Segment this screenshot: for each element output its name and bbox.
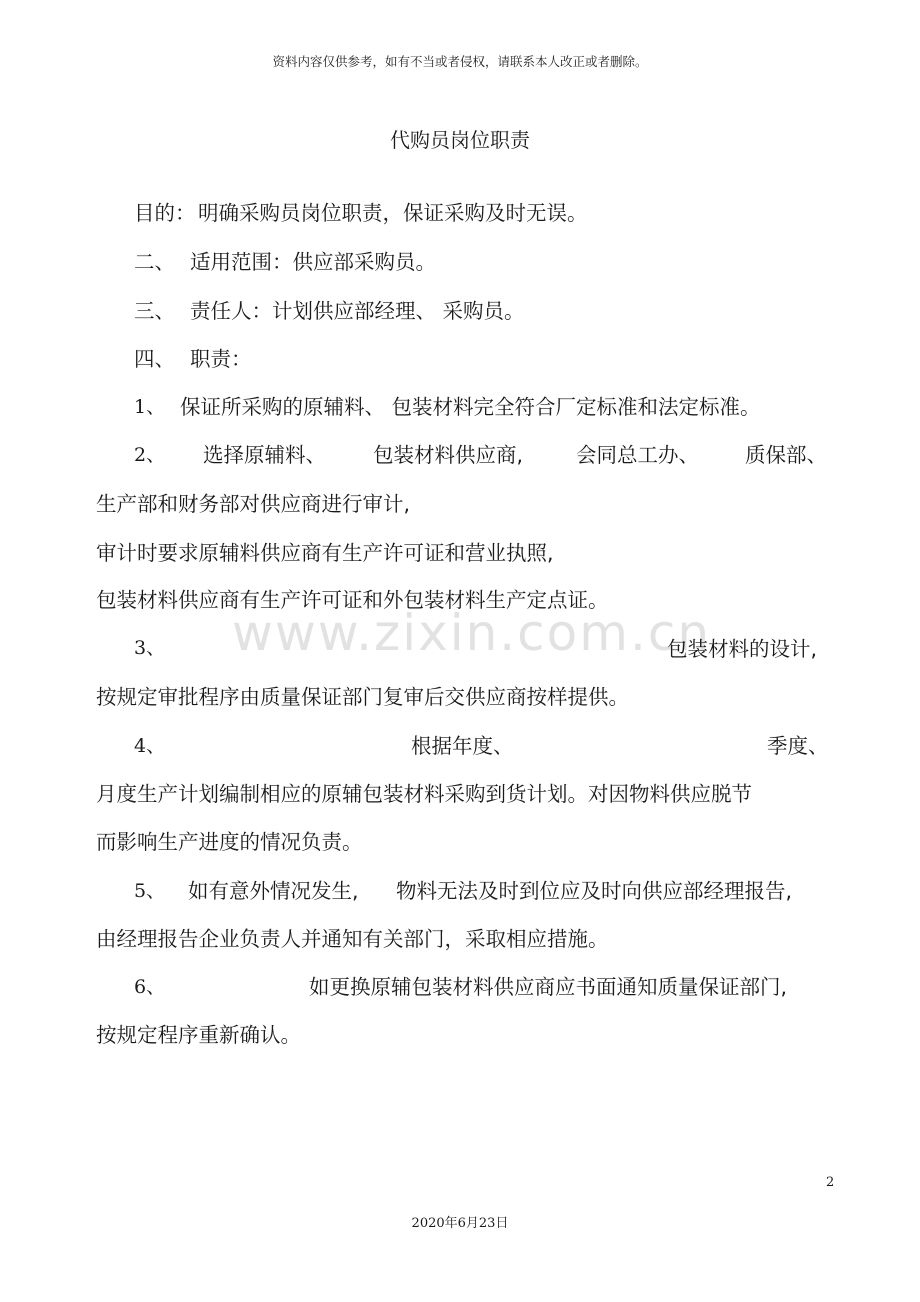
watermark: www.zixin.com.cn [232, 604, 712, 662]
duty-text-segment: 包装材料供应商, [373, 443, 524, 467]
duty-text-line: 而影响生产进度的情况负责。 [96, 830, 363, 854]
duty-text-segment: 会同总工办、 [576, 443, 699, 467]
section-text: 责任人：计划供应部经理、 采购员。 [190, 299, 525, 323]
duty-number: 2、 [134, 444, 166, 466]
section-number: 三、 [134, 299, 175, 323]
duty-text-line: 包装材料供应商有生产许可证和外包装材料生产定点证。 [96, 588, 609, 612]
duty-text-line: 按规定程序重新确认。 [96, 1023, 301, 1047]
duty-text-line: 月度生产计划编制相应的原辅包装材料采购到货计划。对因物料供应脱节 [96, 782, 752, 806]
duty-text-line: 由经理报告企业负责人并通知有关部门，采取相应措施。 [96, 927, 609, 951]
purpose-label: 目的： [134, 201, 196, 225]
duty-text-segment: 选择原辅料、 [203, 443, 326, 467]
purpose-text: 明确采购员岗位职责，保证采购及时无误。 [198, 201, 588, 225]
duty-text: 保证所采购的原辅料、 包装材料完全符合厂定标准和法定标准。 [180, 395, 761, 419]
duty-text-segment: 如更换原辅包装材料供应商应书面通知质量保证部门, [309, 975, 788, 999]
duty-text-segment: 质保部、 [745, 443, 827, 467]
duty-text-line: 审计时要求原辅料供应商有生产许可证和营业执照, [96, 541, 554, 565]
document-title: 代购员岗位职责 [390, 128, 530, 152]
duty-number: 5、 [134, 880, 166, 902]
duty-text-segment: 包装材料的设计, [667, 637, 818, 661]
header-disclaimer: 资料内容仅供参考，如有不当或者侵权，请联系本人改正或者删除。 [272, 54, 648, 69]
duty-text-line: 生产部和财务部对供应商进行审计, [96, 492, 411, 516]
duty-text-line: 按规定审批程序由质量保证部门复审后交供应商按样提供。 [96, 685, 629, 709]
duty-text-segment: 如有意外情况发生, [188, 879, 359, 903]
duty-number: 3、 [134, 637, 166, 659]
section-number: 二、 [134, 250, 175, 274]
duty-number: 4、 [134, 735, 166, 757]
page-number: 2 [826, 1175, 835, 1190]
duty-text-segment: 根据年度、 [411, 734, 514, 758]
duty-text-segment: 季度、 [767, 734, 829, 758]
section-text: 适用范围：供应部采购员。 [190, 250, 436, 274]
section-number: 四、 [134, 347, 175, 371]
duty-number: 1、 [134, 396, 166, 418]
footer-date: 2020年6月23日 [411, 1216, 509, 1231]
duty-text-segment: 物料无法及时到位应及时向供应部经理报告, [396, 879, 793, 903]
duty-number: 6、 [134, 976, 166, 998]
section-text: 职责： [190, 347, 252, 371]
